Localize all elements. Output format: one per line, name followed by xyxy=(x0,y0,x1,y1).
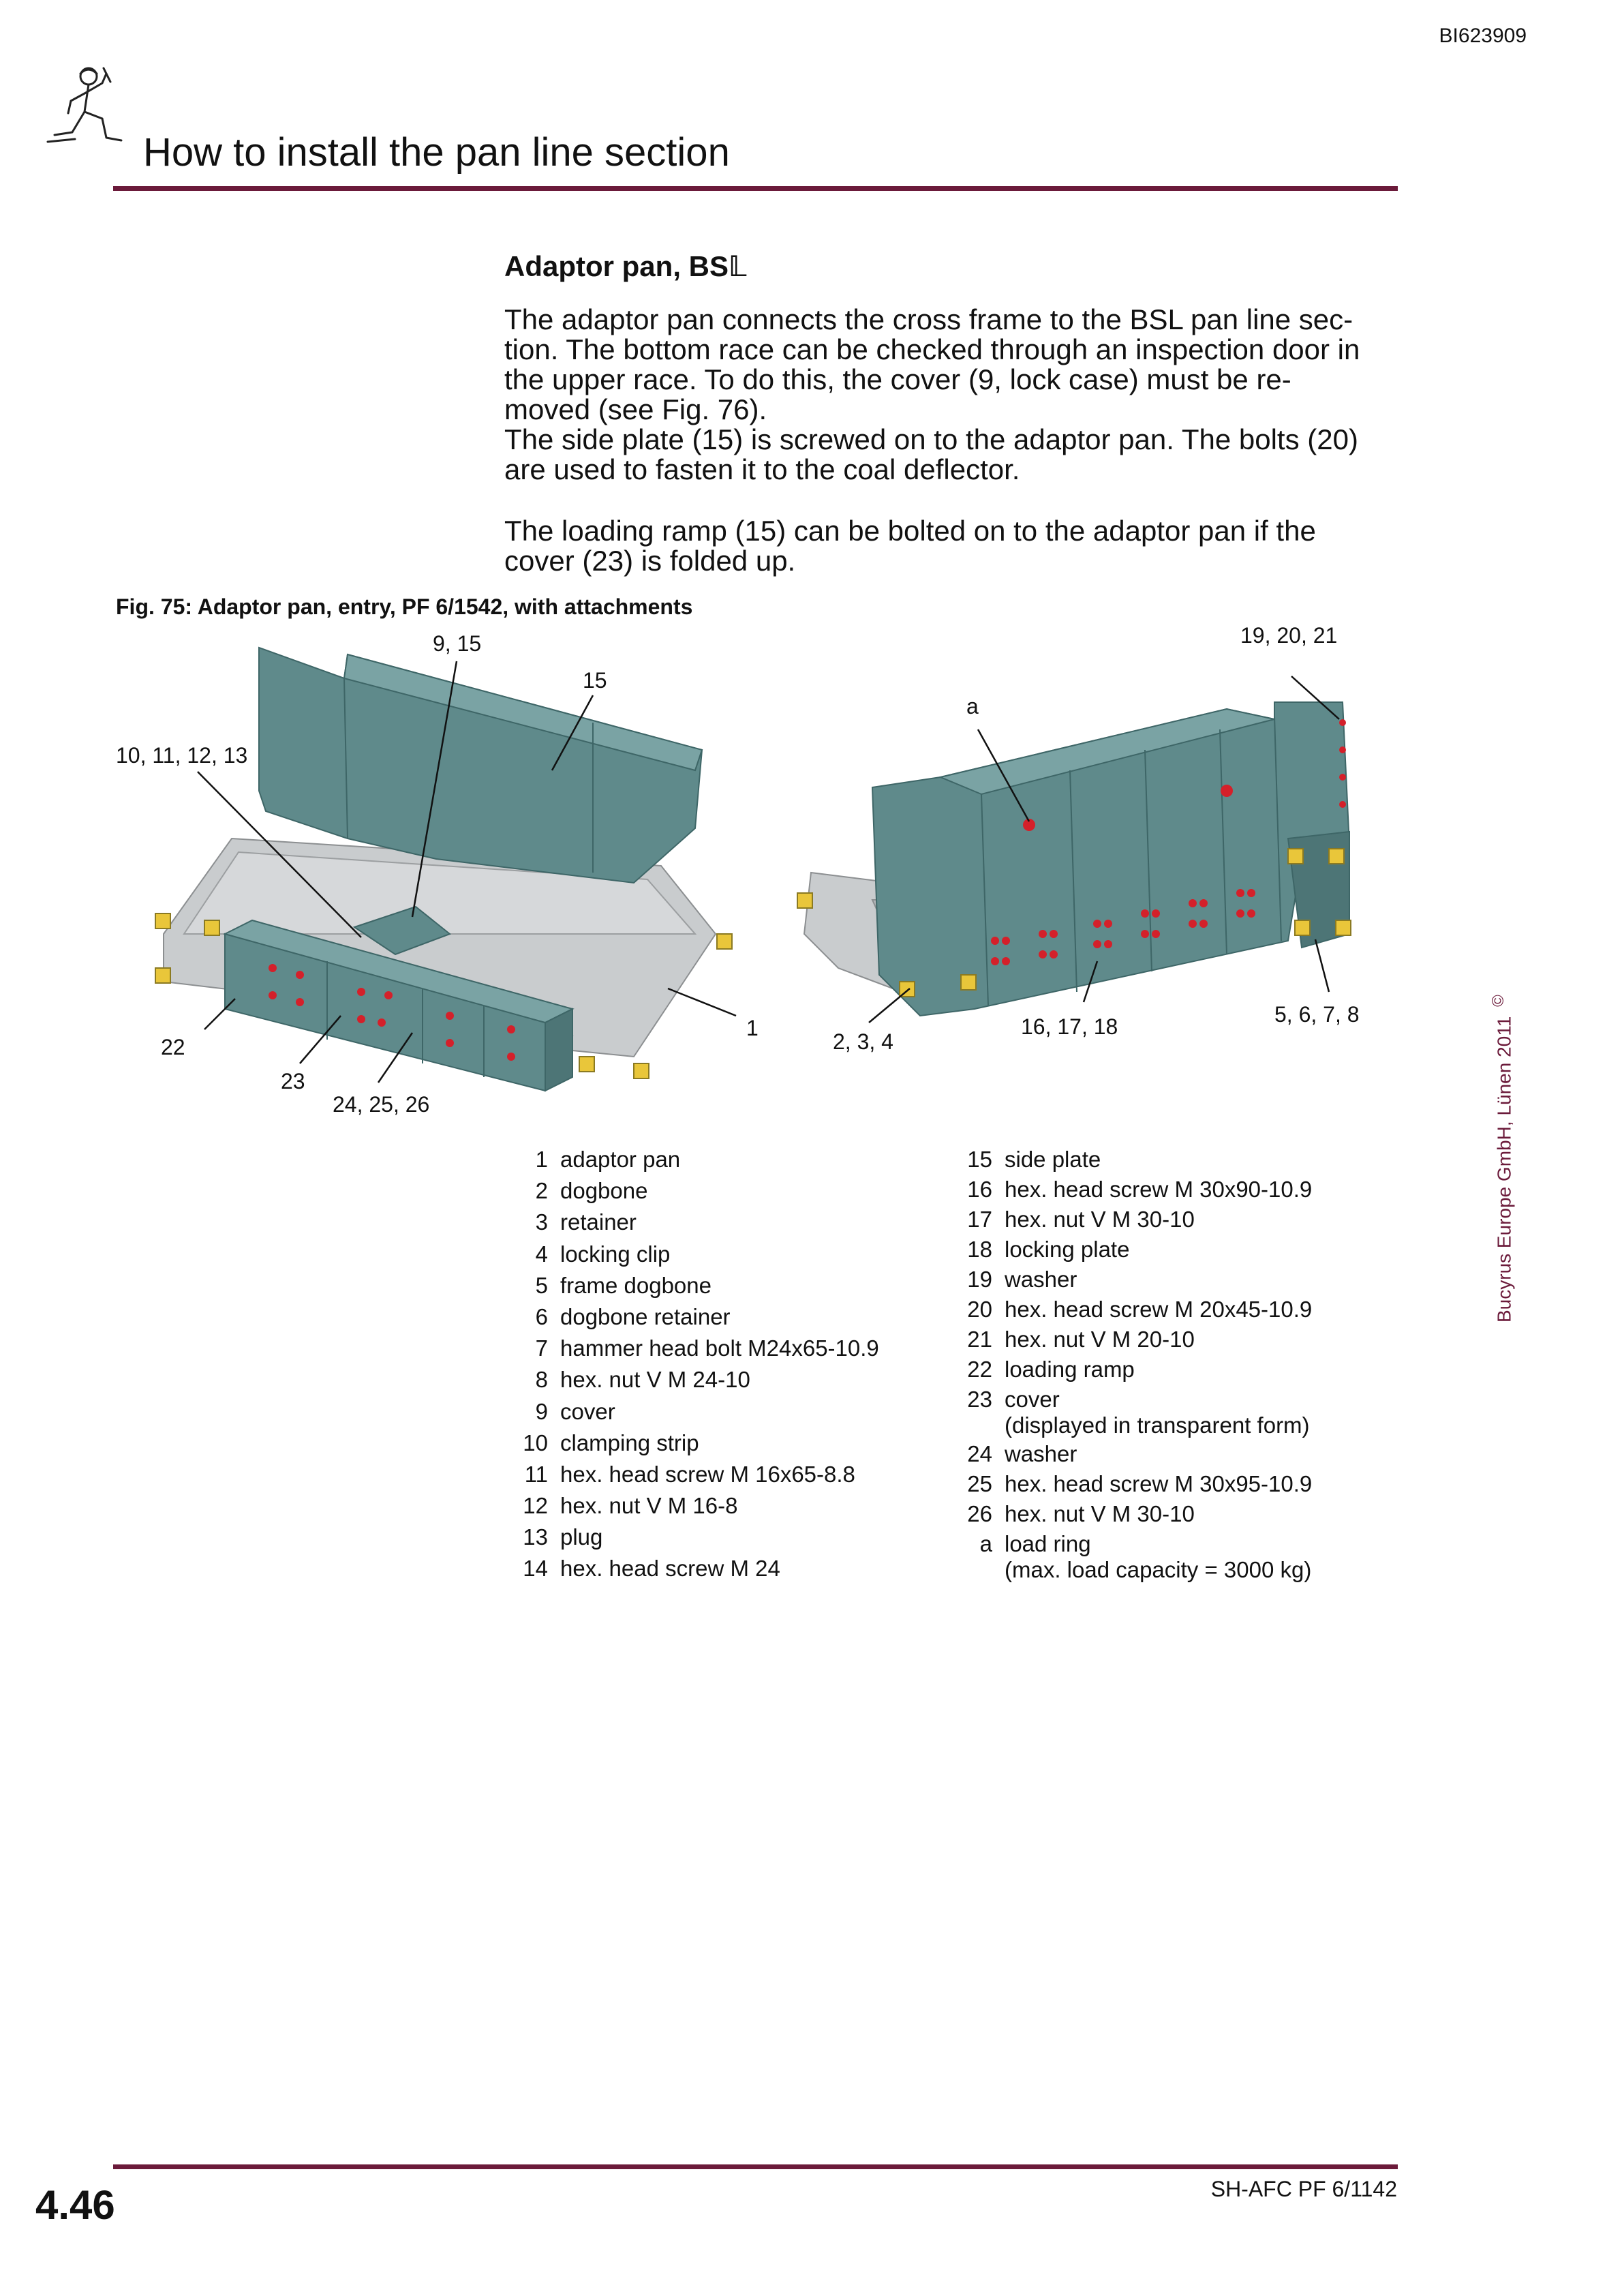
callout-2-4: 2, 3, 4 xyxy=(833,1029,893,1054)
legend-item xyxy=(953,1297,1389,1327)
legend-number: 20 xyxy=(967,1297,992,1322)
copyright-symbol: © xyxy=(1489,995,1508,1007)
paragraph-loading-ramp: The loading ramp (15) can be bolted on to the adaptor pan if the cover (23) is folded up. xyxy=(504,515,1316,577)
paragraph-intro: The adaptor pan connects the cross frame to the BSL pan line sec- tion. The bottom race can be checked through an inspection door in the upper race. To do this, the cover (9, lock case) must be re- moved (see Fig. 76). The side plate (15) is screwed on to the adaptor pan. The bolts (20) are used to fasten it to the coal deflector. xyxy=(504,303,1360,485)
figure-caption: Fig. 75: Adaptor pan, entry, PF 6/1542, with attachments xyxy=(116,594,693,619)
legend-label: hex. nut V M 30-10 xyxy=(1005,1207,1195,1232)
legend-label: clamping strip xyxy=(560,1430,699,1455)
callout-15: 15 xyxy=(583,668,607,693)
legend-label: hex. nut V M 24-10 xyxy=(560,1367,750,1393)
legend-item xyxy=(508,1430,945,1462)
legend-number: 5 xyxy=(535,1272,548,1298)
legend-item xyxy=(508,1367,945,1398)
footer-rule xyxy=(113,2164,1398,2169)
callout-23: 23 xyxy=(281,1069,305,1093)
legend-number: 6 xyxy=(535,1303,548,1329)
legend-number: 25 xyxy=(967,1471,992,1496)
legend-number: 10 xyxy=(523,1430,548,1455)
legend-label: hex. head screw M 16x65-8.8 xyxy=(560,1461,855,1487)
legend-item xyxy=(508,1556,945,1587)
legend-label: hex. head screw M 24 xyxy=(560,1556,780,1582)
legend-number: 16 xyxy=(967,1177,992,1202)
legend-number: 24 xyxy=(967,1441,992,1466)
copyright-text: Bucyrus Europe GmbH, Lünen 2011 xyxy=(1493,1016,1515,1323)
legend-number: 8 xyxy=(535,1367,548,1393)
legend-label: hex. nut V M 30-10 xyxy=(1005,1501,1195,1526)
legend-number: 15 xyxy=(967,1147,992,1172)
legend-number: 22 xyxy=(967,1357,992,1382)
legend-number: 9 xyxy=(535,1398,548,1424)
section-heading: Adaptor pan, BS𝕃 xyxy=(504,250,748,282)
legend-item xyxy=(953,1531,1389,1586)
legend-label: locking plate xyxy=(1005,1237,1130,1262)
header-rule xyxy=(113,186,1398,191)
legend-number: 4 xyxy=(535,1241,548,1267)
legend-label: frame dogbone xyxy=(560,1272,711,1298)
copyright-note xyxy=(1489,968,1516,1323)
legend-label: hex. head screw M 20x45-10.9 xyxy=(1005,1297,1313,1322)
legend-item xyxy=(953,1501,1389,1531)
legend-number: 18 xyxy=(967,1237,992,1262)
worker-installing-icon xyxy=(41,61,143,164)
legend-item xyxy=(508,1178,945,1209)
legend-item xyxy=(953,1177,1389,1207)
legend-item xyxy=(508,1147,945,1178)
legend-number: 7 xyxy=(535,1335,548,1361)
legend-item xyxy=(953,1441,1389,1471)
legend-number: 19 xyxy=(967,1267,992,1292)
legend-item xyxy=(953,1471,1389,1501)
legend-item xyxy=(508,1335,945,1367)
callout-16-18: 16, 17, 18 xyxy=(1021,1014,1118,1039)
callout-1: 1 xyxy=(746,1016,759,1040)
document-code: SH-AFC PF 6/1142 xyxy=(1210,2177,1397,2201)
legend-number: a xyxy=(979,1531,992,1556)
legend-label: cover (displayed in transparent form) xyxy=(1005,1387,1310,1438)
callout-5-8: 5, 6, 7, 8 xyxy=(1274,1002,1360,1027)
legend-item xyxy=(508,1273,945,1304)
legend-item xyxy=(953,1387,1389,1441)
page-title: How to install the pan line section xyxy=(143,130,730,175)
legend-item xyxy=(508,1304,945,1335)
legend-label: hammer head bolt M24x65-10.9 xyxy=(560,1335,879,1361)
callout-10-13: 10, 11, 12, 13 xyxy=(116,743,248,768)
legend-number: 3 xyxy=(535,1209,548,1235)
legend-number: 21 xyxy=(967,1327,992,1352)
legend-label: locking clip xyxy=(560,1241,671,1267)
legend-label: dogbone retainer xyxy=(560,1303,731,1329)
legend-item xyxy=(508,1399,945,1430)
legend-label: hex. head screw M 30x90-10.9 xyxy=(1005,1177,1313,1202)
legend-item xyxy=(953,1147,1389,1177)
legend-label: washer xyxy=(1005,1267,1077,1292)
legend-item xyxy=(953,1357,1389,1387)
page-number: 4.46 xyxy=(35,2182,115,2228)
legend-label: plug xyxy=(560,1524,603,1550)
right-assembly xyxy=(797,702,1351,1016)
legend-number: 11 xyxy=(524,1461,548,1487)
legend-left xyxy=(508,1147,945,1588)
legend-right xyxy=(953,1147,1389,1586)
figure-adaptor-pan xyxy=(102,614,1397,1132)
legend-item xyxy=(508,1241,945,1273)
legend-number: 14 xyxy=(523,1556,548,1582)
callout-9-15: 9, 15 xyxy=(433,631,482,656)
legend-item xyxy=(508,1493,945,1524)
callout-a: a xyxy=(966,694,979,719)
adaptor-pan-illustration xyxy=(102,614,1397,1132)
left-assembly xyxy=(155,648,732,1091)
callout-24-26: 24, 25, 26 xyxy=(333,1092,430,1117)
legend-number: 12 xyxy=(523,1493,548,1519)
legend-label: dogbone xyxy=(560,1178,648,1204)
legend-label: hex. nut V M 20-10 xyxy=(1005,1327,1195,1352)
legend-number: 1 xyxy=(535,1147,548,1172)
legend-label: loading ramp xyxy=(1005,1357,1135,1382)
legend-number: 17 xyxy=(967,1207,992,1232)
legend-item xyxy=(508,1524,945,1556)
document-id: BI623909 xyxy=(1439,25,1527,47)
callout-22: 22 xyxy=(161,1035,185,1059)
legend-label: hex. nut V M 16-8 xyxy=(560,1493,738,1519)
legend-number: 2 xyxy=(535,1178,548,1204)
legend-item xyxy=(953,1237,1389,1267)
legend-number: 13 xyxy=(523,1524,548,1550)
legend-item xyxy=(953,1207,1389,1237)
legend-number: 26 xyxy=(967,1501,992,1526)
legend-item xyxy=(953,1327,1389,1357)
legend-number: 23 xyxy=(967,1387,992,1412)
legend-label: adaptor pan xyxy=(560,1147,681,1172)
legend-item xyxy=(953,1267,1389,1297)
callout-19-21: 19, 20, 21 xyxy=(1240,623,1338,648)
legend-item xyxy=(508,1462,945,1493)
legend-label: load ring (max. load capacity = 3000 kg) xyxy=(1005,1531,1312,1582)
legend-label: washer xyxy=(1005,1441,1077,1466)
legend-label: hex. head screw M 30x95-10.9 xyxy=(1005,1471,1313,1496)
legend-label: retainer xyxy=(560,1209,637,1235)
legend-item xyxy=(508,1209,945,1241)
legend-label: cover xyxy=(560,1398,615,1424)
legend-label: side plate xyxy=(1005,1147,1101,1172)
